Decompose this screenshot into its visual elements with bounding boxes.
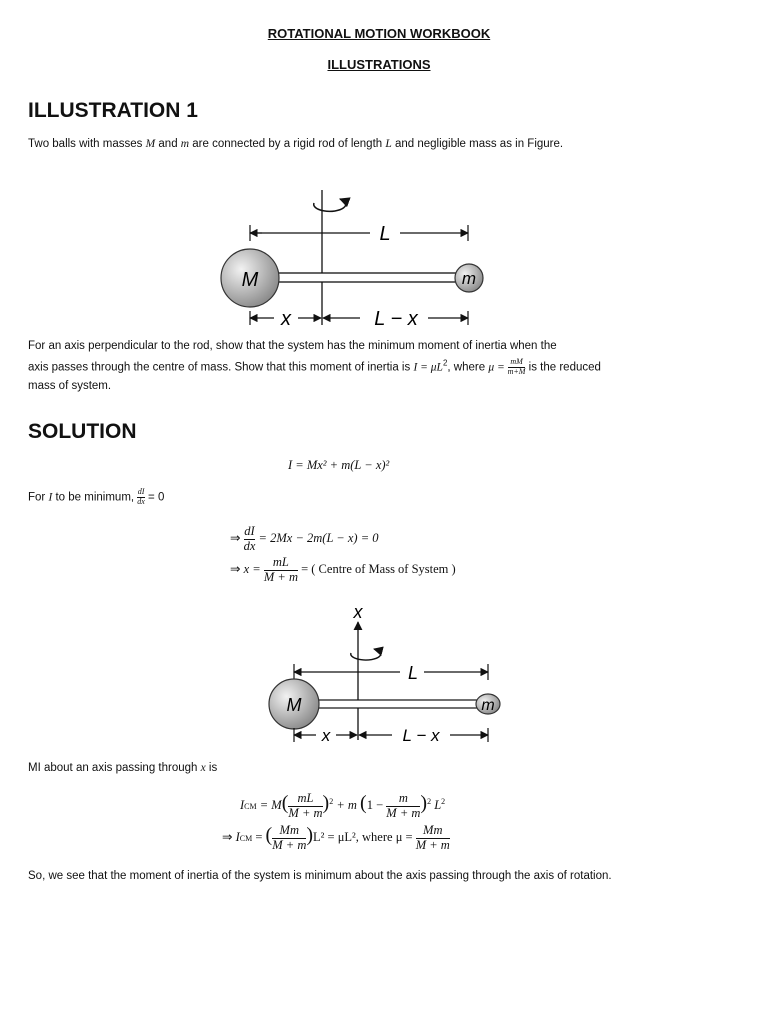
f3-num: Mm [279, 823, 299, 837]
f1-num: mL [297, 791, 314, 805]
plus-m: + m [333, 798, 357, 813]
fig1-M-label: M [241, 269, 259, 291]
f2-den: M + m [386, 805, 421, 820]
where-text: , where [447, 361, 489, 374]
mu-label: μ = [488, 361, 508, 374]
problem-line-2: axis passes through the centre of mass. Show that this moment of inertia is $I = \mu L^2$, where μ = $\frac{mM}{m+M}$ is the reduced [28, 357, 601, 376]
icm-fraction-4 [416, 824, 450, 853]
rod [270, 273, 460, 282]
fig2-L-minus-x-label: L − x [402, 726, 440, 745]
problem-text: axis passes through the centre of mass. Show that this moment of inertia is [28, 361, 414, 374]
mi-text-end: is [205, 762, 218, 774]
intro-M: M [145, 138, 156, 150]
deriv-fraction [244, 525, 256, 554]
dI-dx-fraction [137, 488, 145, 507]
rod-2 [312, 700, 482, 708]
deriv-rhs: = 2Mx − 2m(L − x) = 0 [255, 531, 379, 546]
fig2-M-label: M [286, 695, 302, 715]
mi-mid: L² = μL², where μ = [313, 830, 416, 845]
mi-intro [28, 762, 217, 774]
deriv-den: dx [243, 538, 256, 553]
intro-and: and [155, 138, 181, 150]
problem-text-end: is the reduced [525, 361, 601, 374]
icm-symbol-2: I [235, 830, 240, 845]
deriv-num: dI [244, 524, 255, 538]
icm-equation-1: ICM = M( $\frac{mL}{M + m}$ )$^2$ + m (1 − $\frac{m}{M + m}$ )$^2$ $L^2$ [240, 791, 446, 820]
intro-m: m [180, 138, 190, 150]
inertia-expr: I = μL [413, 361, 443, 374]
fig2-L-label: L [407, 663, 419, 683]
mi-x: x [200, 762, 206, 774]
f3-den: M + m [272, 837, 307, 852]
mu-numerator: mM [510, 357, 523, 366]
icm-equation-2: ⇒ ICM = ( $\frac{Mm}{M + m}$ )L² = μL², where μ = $\frac{Mm}{M + m}$ [222, 823, 450, 852]
min-eq: = 0 [144, 491, 165, 504]
implies-symbol: ⇒ [230, 531, 241, 546]
document-subtitle: ILLUSTRATIONS [327, 57, 431, 72]
fig2-m-label: m [481, 697, 495, 714]
f2-num: m [398, 791, 408, 805]
L-squared: L [434, 798, 442, 813]
figure-1 [200, 185, 500, 335]
x-num: mL [272, 555, 289, 569]
problem-line-3: mass of system. [28, 380, 112, 392]
reduced-mass-fraction [508, 358, 526, 377]
inertia-equation: I = Mx² + m(L − x)² [288, 458, 390, 472]
intro-text-2: are connected by a rigid rod of length [189, 138, 386, 150]
illustration-intro [28, 138, 563, 150]
figure-2 [262, 600, 512, 750]
fig1-m-label: m [461, 269, 477, 288]
fig2-axis-label: x [353, 602, 363, 622]
fig2-x-label: x [321, 726, 331, 745]
icm-fraction-2 [386, 792, 420, 821]
fig1-L-minus-x-label: L − x [374, 308, 418, 330]
dIdx-den: dx [137, 496, 145, 506]
intro-text: Two balls with masses [28, 138, 146, 150]
x-rhs: = ( Centre of Mass of System ) [297, 562, 456, 577]
conclusion-text: So, we see that the moment of inertia of the system is minimum about the axis passing through the axis of rotation. [28, 870, 612, 882]
mu-denominator: m+M [507, 366, 526, 376]
intro-text-3: and negligible mass as in Figure. [391, 138, 564, 150]
icm-eq: = M [256, 798, 282, 813]
derivative-equation [230, 525, 379, 554]
min-I: I [48, 491, 53, 504]
min-text: For [28, 491, 49, 504]
min-text-2: to be minimum, [52, 491, 138, 504]
icm-symbol: I [240, 798, 245, 813]
icm-subscript: CM [244, 802, 257, 812]
minimum-condition [28, 488, 164, 507]
fig1-x-label: x [281, 308, 291, 330]
x-den: M + m [263, 569, 298, 584]
rotation-arrow-icon-2 [351, 649, 381, 660]
implies-symbol: ⇒ [230, 562, 241, 577]
problem-line-1: For an axis perpendicular to the rod, show that the system has the minimum moment of inertia when the [28, 340, 557, 352]
exp-2: 2 [427, 796, 432, 806]
exp-3: 2 [441, 796, 446, 806]
illustration-heading: ILLUSTRATION 1 [28, 99, 198, 122]
icm-fraction-1 [288, 792, 322, 821]
dIdx-num: dI [137, 487, 145, 496]
x-fraction [264, 556, 298, 585]
x-lhs: x = [243, 562, 264, 577]
document-title: ROTATIONAL MOTION WORKBOOK [267, 26, 491, 41]
fig1-L-label: L [379, 223, 391, 245]
f4-num: Mm [423, 823, 443, 837]
f1-den: M + m [288, 805, 323, 820]
solution-heading: SOLUTION [28, 420, 137, 443]
implies-symbol: ⇒ [222, 830, 233, 845]
icm-subscript-2: CM [239, 834, 253, 844]
x-solution-equation [230, 556, 456, 585]
intro-L: L [385, 138, 392, 150]
exp-1: 2 [329, 796, 334, 806]
icm-fraction-3 [272, 824, 306, 853]
rotation-arrow-icon [314, 199, 346, 211]
mi-text: MI about an axis passing through [28, 762, 201, 774]
one-minus: 1 − [366, 798, 384, 813]
f4-den: M + m [415, 837, 450, 852]
